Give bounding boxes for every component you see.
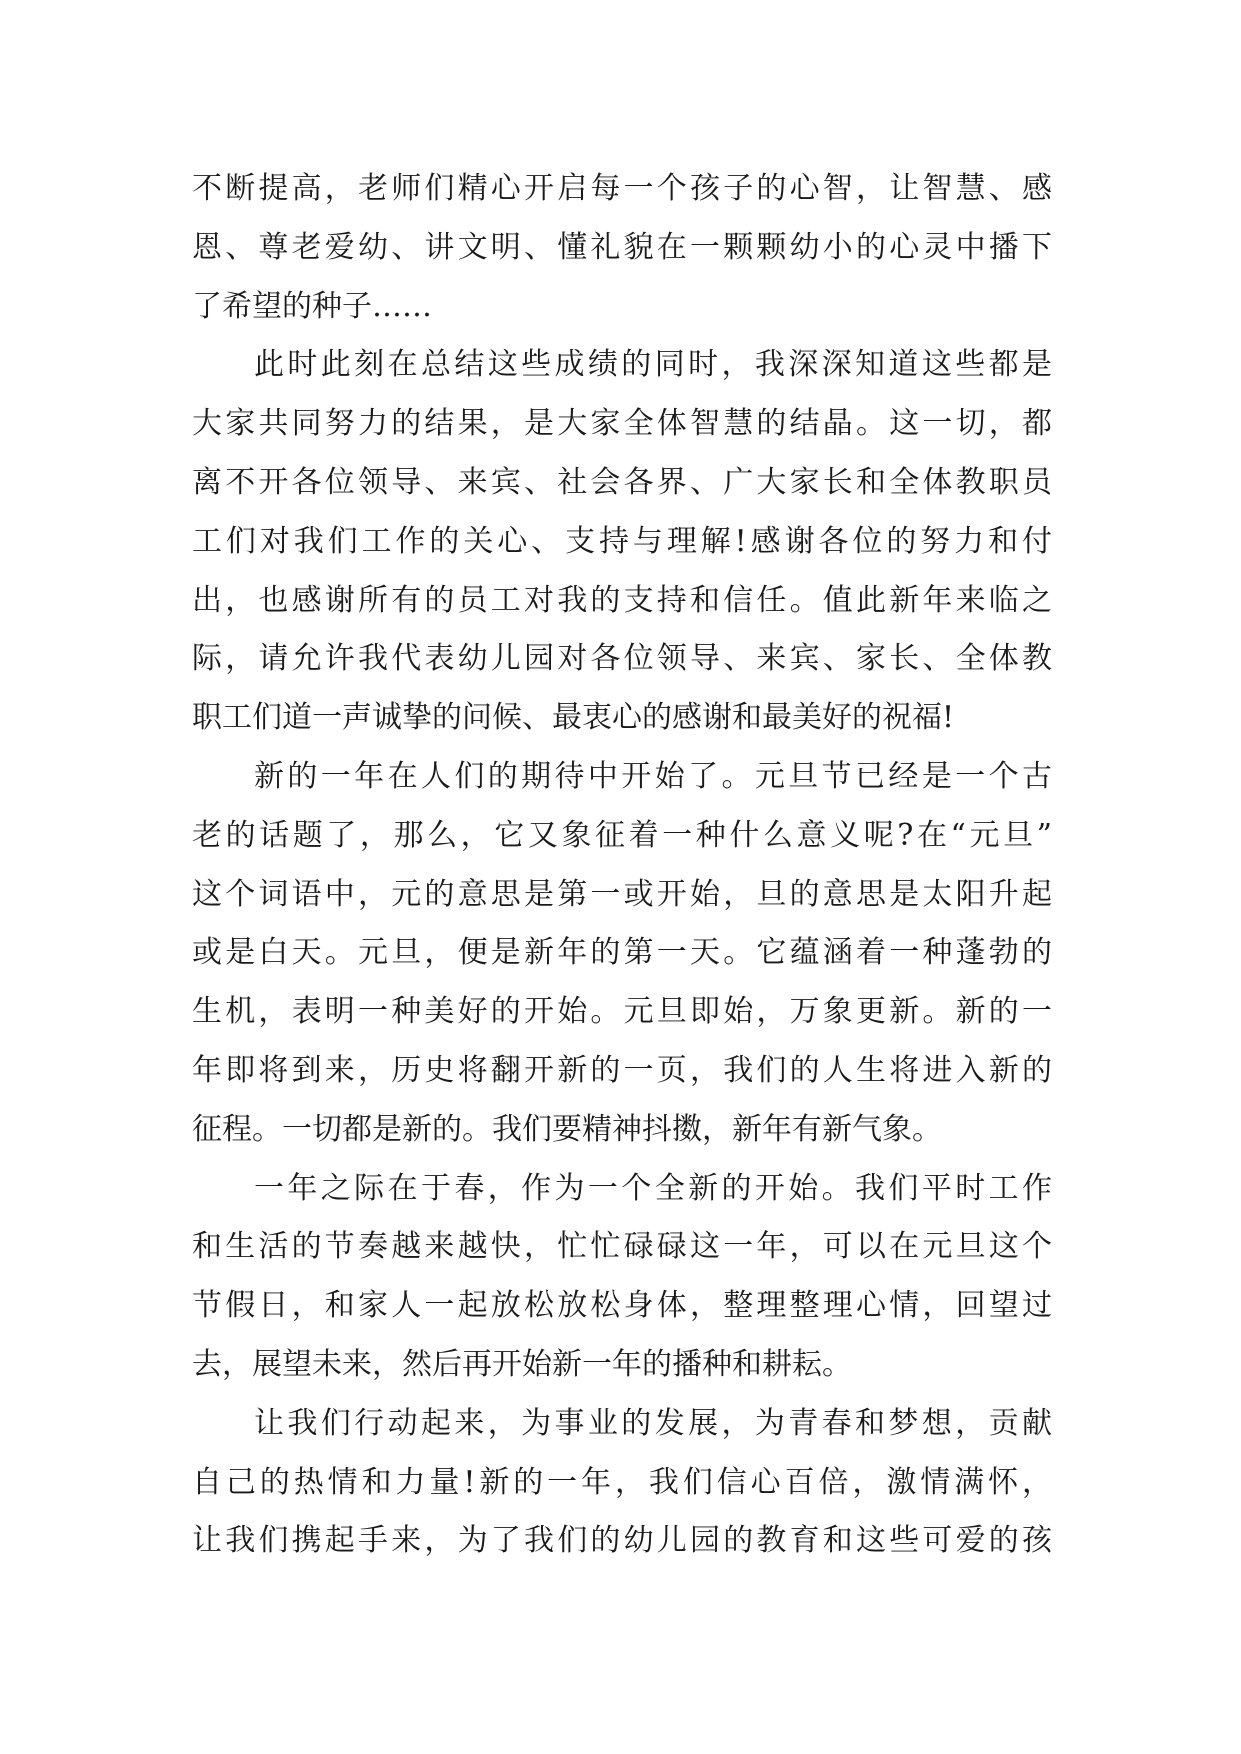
text-line: 离不开各位领导、来宾、社会各界、广大家长和全体教职员 bbox=[192, 464, 1052, 500]
text-line: 老的话题了，那么，它又象征着一种什么意义呢?在“元旦” bbox=[192, 817, 1052, 853]
text-line: 去，展望未来，然后再开始新一年的播种和耕耘。 bbox=[192, 1346, 852, 1382]
paragraph-first-line: 一年之际在于春，作为一个全新的开始。我们平时工作 bbox=[254, 1170, 1052, 1206]
text-line: 大家共同努力的结果，是大家全体智慧的结晶。这一切，都 bbox=[192, 406, 1052, 442]
document-body bbox=[192, 160, 1052, 1571]
text-line: 节假日，和家人一起放松放松身体，整理整理心情，回望过 bbox=[192, 1288, 1052, 1324]
text-line: 这个词语中，元的意思是第一或开始，旦的意思是太阳升起 bbox=[192, 876, 1052, 912]
text-line: 或是白天。元旦，便是新年的第一天。它蕴涵着一种蓬勃的 bbox=[192, 935, 1052, 971]
text-line: 了希望的种子…… bbox=[192, 288, 432, 324]
text-line: 职工们道一声诚挚的问候、最衷心的感谢和最美好的祝福! bbox=[192, 700, 955, 736]
text-line: 生机，表明一种美好的开始。元旦即始，万象更新。新的一 bbox=[192, 994, 1052, 1030]
text-line: 工们对我们工作的关心、支持与理解!感谢各位的努力和付 bbox=[192, 523, 1052, 559]
text-line: 征程。一切都是新的。我们要精神抖擞，新年有新气象。 bbox=[192, 1111, 942, 1147]
paragraph-first-line: 新的一年在人们的期待中开始了。元旦节已经是一个古 bbox=[254, 758, 1052, 794]
text-line: 际，请允许我代表幼儿园对各位领导、来宾、家长、全体教 bbox=[192, 641, 1052, 677]
text-line: 恩、尊老爱幼、讲文明、懂礼貌在一颗颗幼小的心灵中播下 bbox=[192, 229, 1052, 265]
text-line: 不断提高，老师们精心开启每一个孩子的心智，让智慧、感 bbox=[192, 171, 1052, 206]
text-line: 和生活的节奏越来越快，忙忙碌碌这一年，可以在元旦这个 bbox=[192, 1229, 1052, 1265]
text-line: 出，也感谢所有的员工对我的支持和信任。值此新年来临之 bbox=[192, 582, 1052, 618]
text-line: 年即将到来，历史将翻开新的一页，我们的人生将进入新的 bbox=[192, 1052, 1052, 1088]
paragraph-first-line: 此时此刻在总结这些成绩的同时，我深深知道这些都是 bbox=[254, 347, 1052, 383]
text-line: 让我们携起手来，为了我们的幼儿园的教育和这些可爱的孩 bbox=[192, 1523, 1052, 1559]
text-line: 自己的热情和力量!新的一年，我们信心百倍，激情满怀， bbox=[192, 1464, 1052, 1500]
paragraph-first-line: 让我们行动起来，为事业的发展，为青春和梦想，贡献 bbox=[254, 1405, 1052, 1441]
